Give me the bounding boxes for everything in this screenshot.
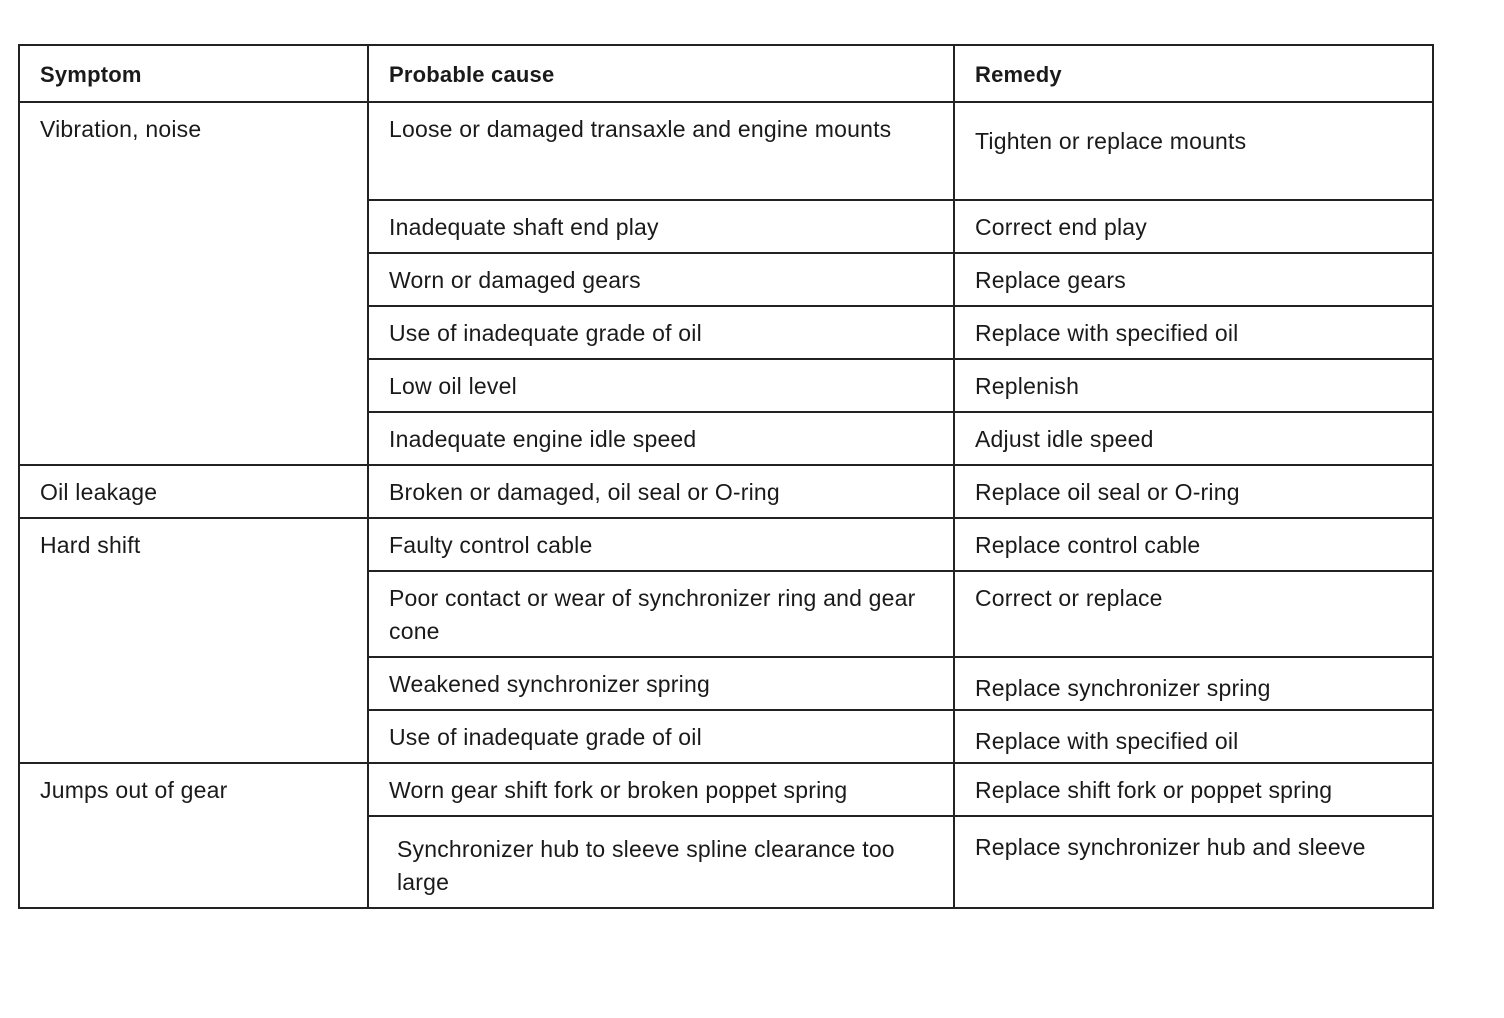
remedy-cell: Correct or replace (954, 571, 1433, 657)
remedy-cell: Tighten or replace mounts (954, 102, 1433, 200)
remedy-cell: Adjust idle speed (954, 412, 1433, 465)
cause-cell: Low oil level (368, 359, 954, 412)
remedy-cell: Replenish (954, 359, 1433, 412)
cause-cell: Broken or damaged, oil seal or O-ring (368, 465, 954, 518)
cause-cell: Inadequate shaft end play (368, 200, 954, 253)
remedy-cell: Replace synchronizer spring (954, 657, 1433, 710)
cause-cell: Inadequate engine idle speed (368, 412, 954, 465)
header-symptom: Symptom (19, 45, 368, 102)
table-row (19, 518, 1433, 571)
cause-cell: Poor contact or wear of synchronizer ring and gear cone (368, 571, 954, 657)
remedy-cell: Correct end play (954, 200, 1433, 253)
cause-cell: Use of inadequate grade of oil (368, 710, 954, 763)
header-row (19, 45, 1433, 102)
cause-cell: Weakened synchronizer spring (368, 657, 954, 710)
remedy-cell: Replace synchronizer hub and sleeve (954, 816, 1433, 908)
cause-cell: Worn gear shift fork or broken poppet spring (368, 763, 954, 816)
symptom-cell: Hard shift (19, 518, 368, 763)
table-row (19, 763, 1433, 816)
remedy-cell: Replace oil seal or O-ring (954, 465, 1433, 518)
remedy-cell: Replace with specified oil (954, 306, 1433, 359)
header-remedy: Remedy (954, 45, 1433, 102)
cause-cell: Worn or damaged gears (368, 253, 954, 306)
table-row (19, 465, 1433, 518)
cause-cell: Synchronizer hub to sleeve spline clearance too large (368, 816, 954, 908)
remedy-cell: Replace with specified oil (954, 710, 1433, 763)
troubleshooting-table (18, 44, 1434, 909)
remedy-cell: Replace shift fork or poppet spring (954, 763, 1433, 816)
cause-cell: Faulty control cable (368, 518, 954, 571)
symptom-cell: Jumps out of gear (19, 763, 368, 908)
symptom-cell: Vibration, noise (19, 102, 368, 465)
symptom-cell: Oil leakage (19, 465, 368, 518)
cause-cell: Use of inadequate grade of oil (368, 306, 954, 359)
remedy-cell: Replace gears (954, 253, 1433, 306)
remedy-cell: Replace control cable (954, 518, 1433, 571)
table-row (19, 102, 1433, 200)
cause-cell: Loose or damaged transaxle and engine mounts (368, 102, 954, 200)
header-probable-cause: Probable cause (368, 45, 954, 102)
